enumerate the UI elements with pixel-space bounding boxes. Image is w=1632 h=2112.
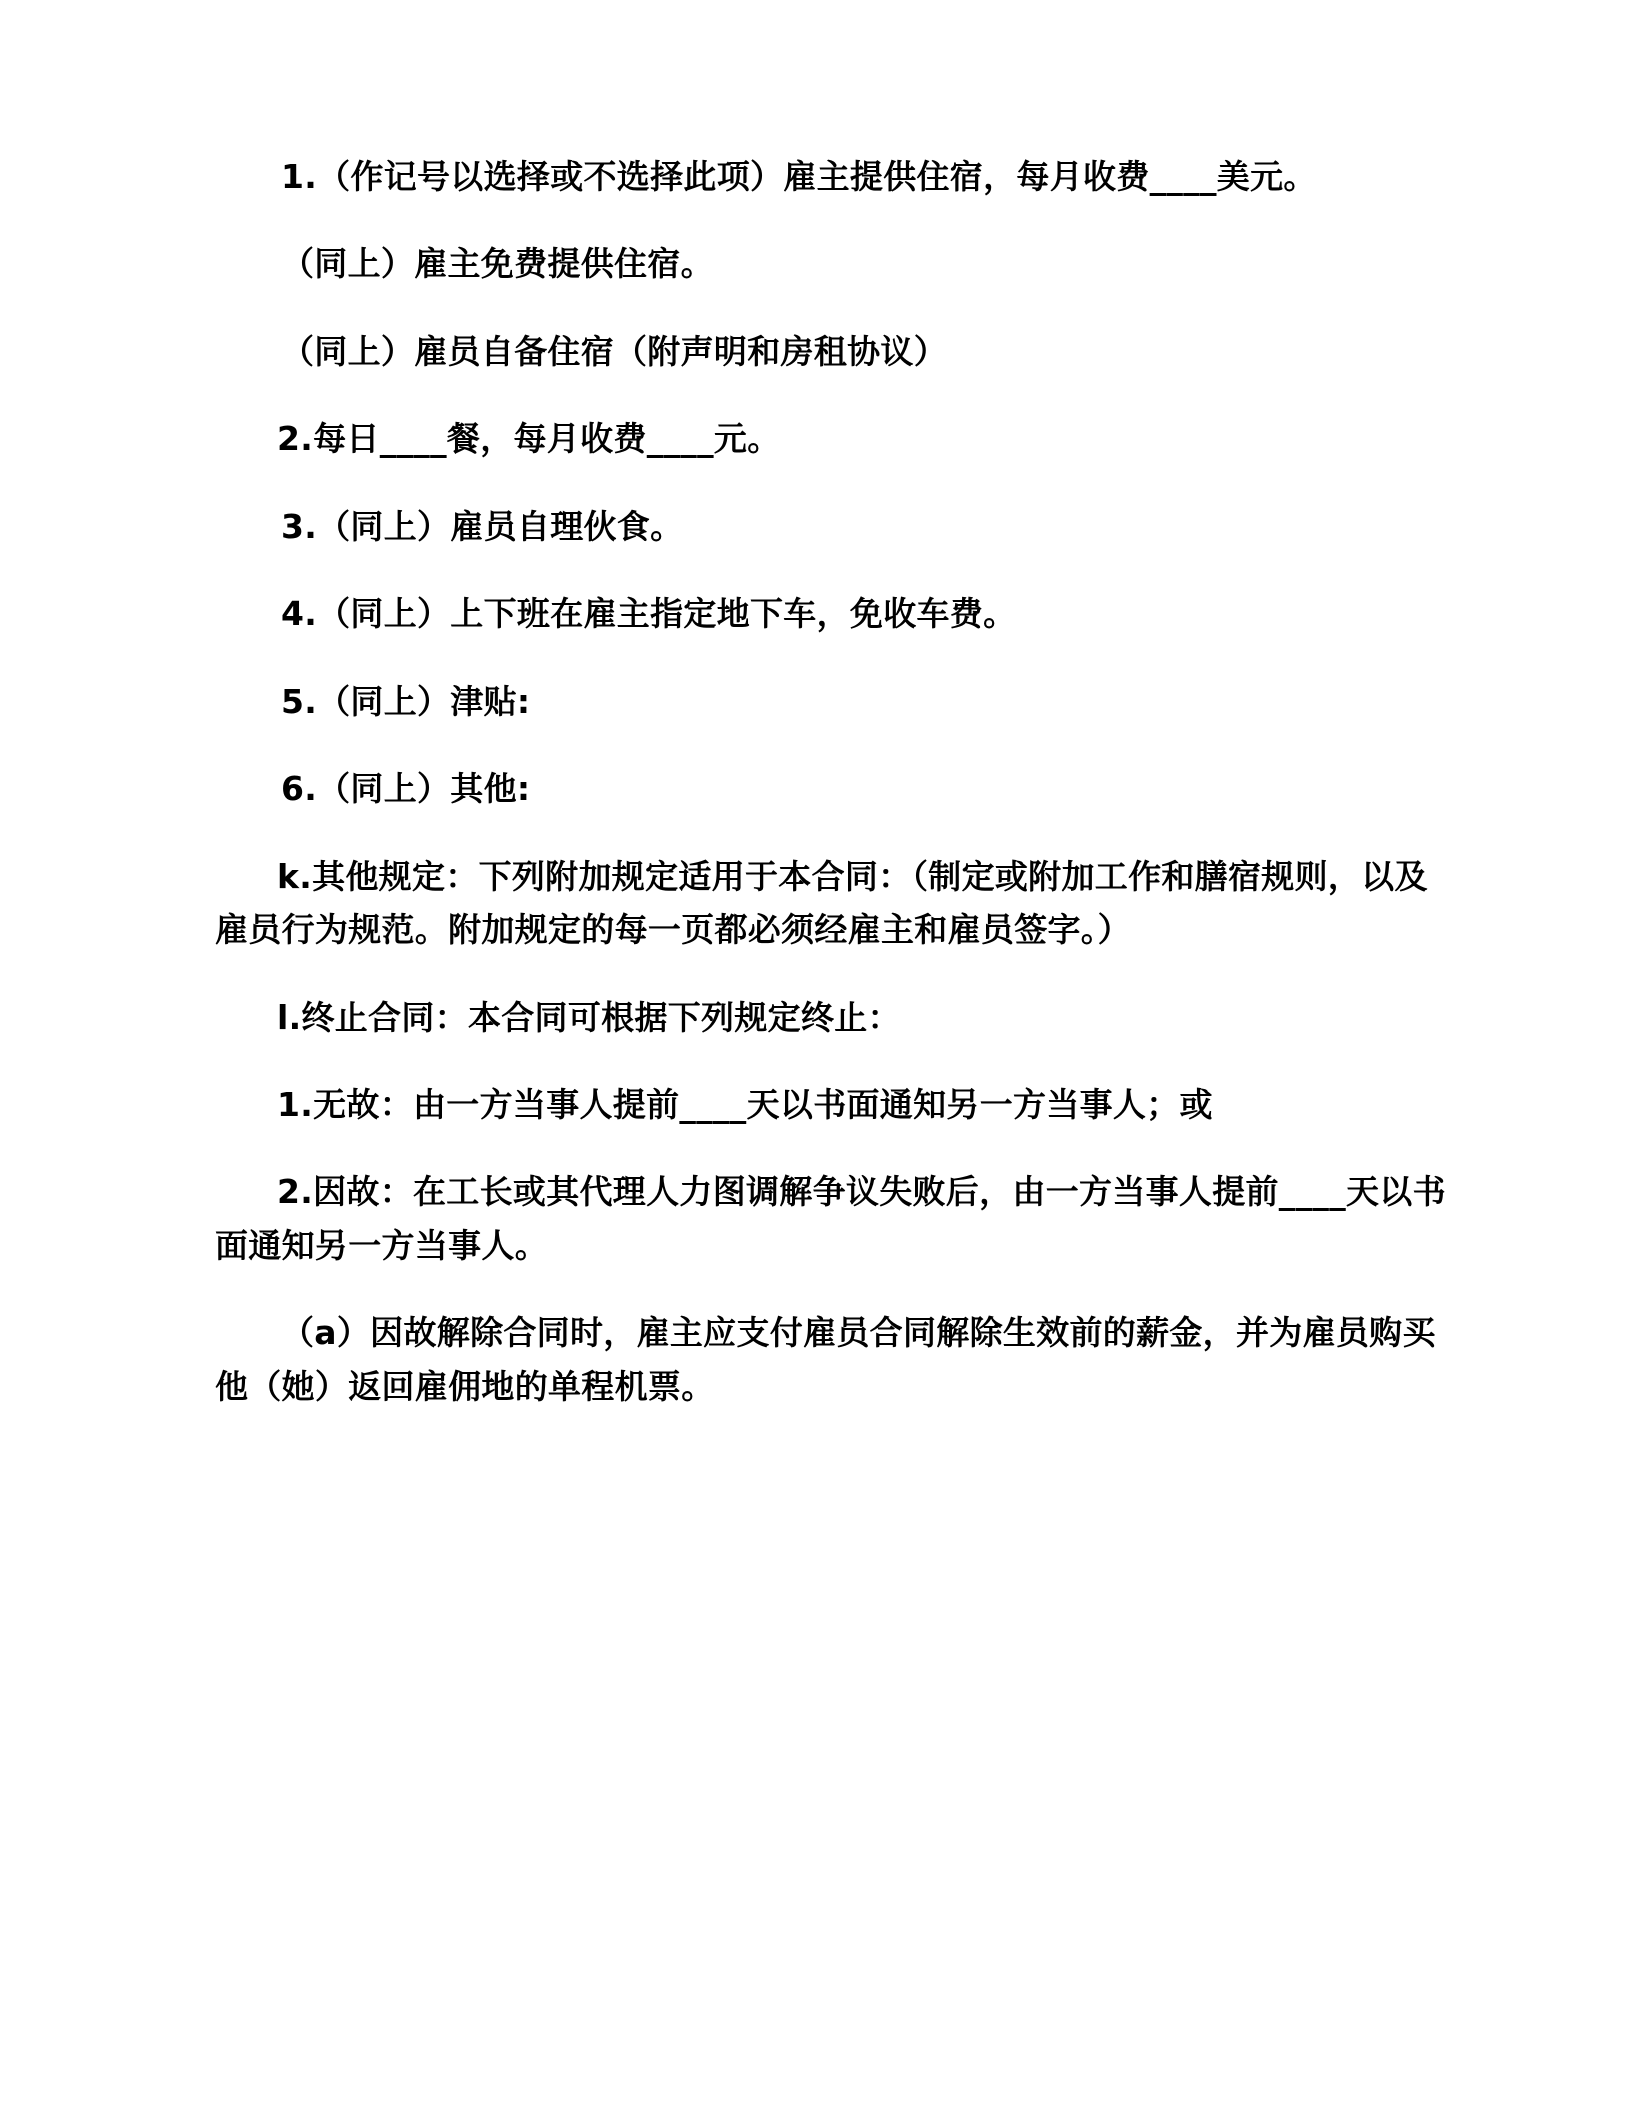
paragraph-termination-a: （a）因故解除合同时，雇主应支付雇员合同解除生效前的薪金，并为雇员购买他（她）返回雇佣地的单程机票。 — [215, 1313, 1436, 1406]
paragraph-meals-self: 3.（同上）雇员自理伙食。 — [281, 506, 684, 546]
document-body — [215, 150, 1455, 1413]
paragraph-meals: 2.每日____餐，每月收费____元。 — [277, 419, 781, 459]
paragraph-termination-nofault: 1.无故：由一方当事人提前____天以书面通知另一方当事人；或 — [277, 1084, 1213, 1124]
paragraph-termination: l.终止合同：本合同可根据下列规定终止： — [277, 997, 901, 1037]
paragraph-housing-free: （同上）雇主免费提供住宿。 — [281, 244, 714, 284]
paragraph-housing-1: 1.（作记号以选择或不选择此项）雇主提供住宿，每月收费____美元。 — [281, 157, 1317, 196]
paragraph-housing-self: （同上）雇员自备住宿（附声明和房租协议） — [281, 331, 947, 371]
paragraph-allowance: 5.（同上）津贴: — [281, 681, 531, 721]
paragraph-other-item: 6.（同上）其他: — [281, 769, 531, 809]
paragraph-termination-fault: 2.因故：在工长或其代理人力图调解争议失败后，由一方当事人提前____天以书面通知另一方当事人。 — [215, 1172, 1446, 1265]
paragraph-other-rules: k.其他规定：下列附加规定适用于本合同：（制定或附加工作和膳宿规则，以及雇员行为规范。附加规定的每一页都必须经雇主和雇员签字。） — [215, 856, 1428, 950]
paragraph-transport: 4.（同上）上下班在雇主指定地下车，免收车费。 — [281, 594, 1017, 634]
